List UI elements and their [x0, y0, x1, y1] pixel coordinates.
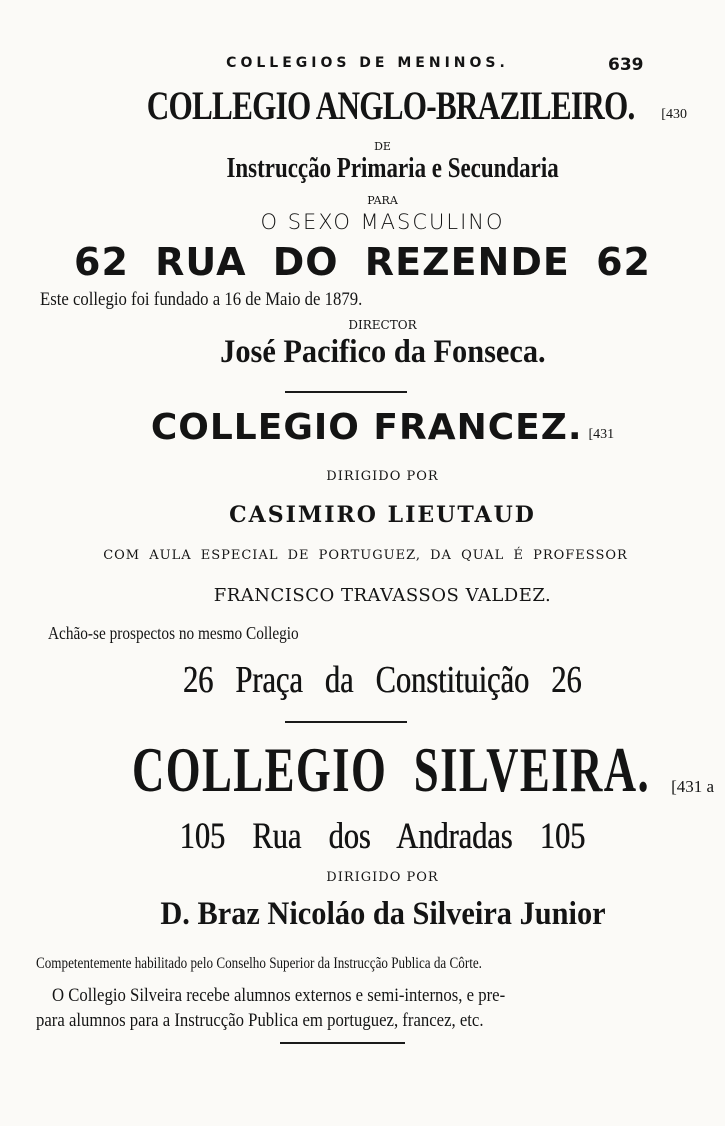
ad3-directed-by: DIRIGIDO POR — [326, 870, 439, 885]
ad3-director-text: D. Braz Nicoláo da Silveira Junior — [159, 896, 606, 932]
ad3-name: COLLEGIO SILVEIRA. — [131, 734, 651, 805]
ad3-description-1 — [52, 986, 567, 1005]
ad2-title-row — [0, 407, 725, 448]
ad2-special-class: COM AULA ESPECIAL DE PORTUGUEZ, DA QUAL É PROFESSOR — [103, 548, 628, 563]
ad2-professor: FRANCISCO TRAVASSOS VALDEZ. — [213, 585, 552, 606]
divider-3 — [280, 1042, 405, 1044]
ad3-approval-text: Competentemente habilitado pelo Conselho Superior da Instrucção Publica da Côrte. — [36, 955, 482, 972]
ad3-director — [0, 898, 725, 931]
ad1-para: PARA — [367, 194, 398, 207]
ad1-instruction — [0, 155, 725, 183]
ad1-instruction-text: Instrucção Primaria e Secundaria — [226, 153, 559, 184]
ad1-director-text: José Pacifico da Fonseca. — [219, 334, 546, 370]
ad1-ref: [430 — [661, 106, 687, 122]
ad3-description-1-text: O Collegio Silveira recebe alumnos externos e semi-internos, e pre- — [52, 985, 506, 1006]
ad1-address: 62 RUA DO REZENDE 62 — [74, 240, 651, 284]
ad2-directed-by: DIRIGIDO POR — [326, 469, 439, 484]
ad2-prospectus — [48, 624, 343, 642]
ad2-name: COLLEGIO FRANCEZ. — [150, 407, 583, 448]
ad1-de: DE — [374, 140, 391, 153]
ad1-sex: O SEXO MASCULINO — [260, 210, 505, 234]
running-title: COLLEGIOS DE MENINOS. — [226, 55, 509, 71]
ad3-ref: [431 a — [671, 777, 715, 796]
ad2-prospectus-text: Achão-se prospectos no mesmo Collegio — [48, 623, 299, 643]
ad1-name: COLLEGIO ANGLO-BRAZILEIRO. — [146, 83, 635, 128]
divider-1 — [285, 391, 407, 393]
ad3-title-row — [0, 734, 725, 805]
ad3-description-2-text: para alumnos para a Instrucção Publica em portuguez, francez, etc. — [36, 1010, 484, 1031]
ad2-director: CASIMIRO LIEUTAUD — [229, 502, 536, 528]
ad2-ref: [431 — [588, 426, 615, 442]
ad1-founded-text: Este collegio foi fundado a 16 de Maio de 1879. — [40, 289, 363, 310]
ad3-address — [0, 818, 725, 855]
ad1-founded — [40, 290, 406, 309]
ad2-address — [0, 661, 725, 699]
ad1-title-row — [0, 83, 725, 128]
ad3-description-2 — [36, 1011, 545, 1030]
ad3-approval — [36, 955, 580, 972]
ad3-address-text: 105 Rua dos Andradas 105 — [179, 816, 586, 857]
divider-2 — [285, 721, 407, 723]
ad1-director — [0, 336, 725, 369]
ad2-address-text: 26 Praça da Constituição 26 — [183, 659, 582, 701]
page-number: 639 — [608, 55, 644, 75]
ad1-director-label: DIRECTOR — [348, 318, 417, 332]
